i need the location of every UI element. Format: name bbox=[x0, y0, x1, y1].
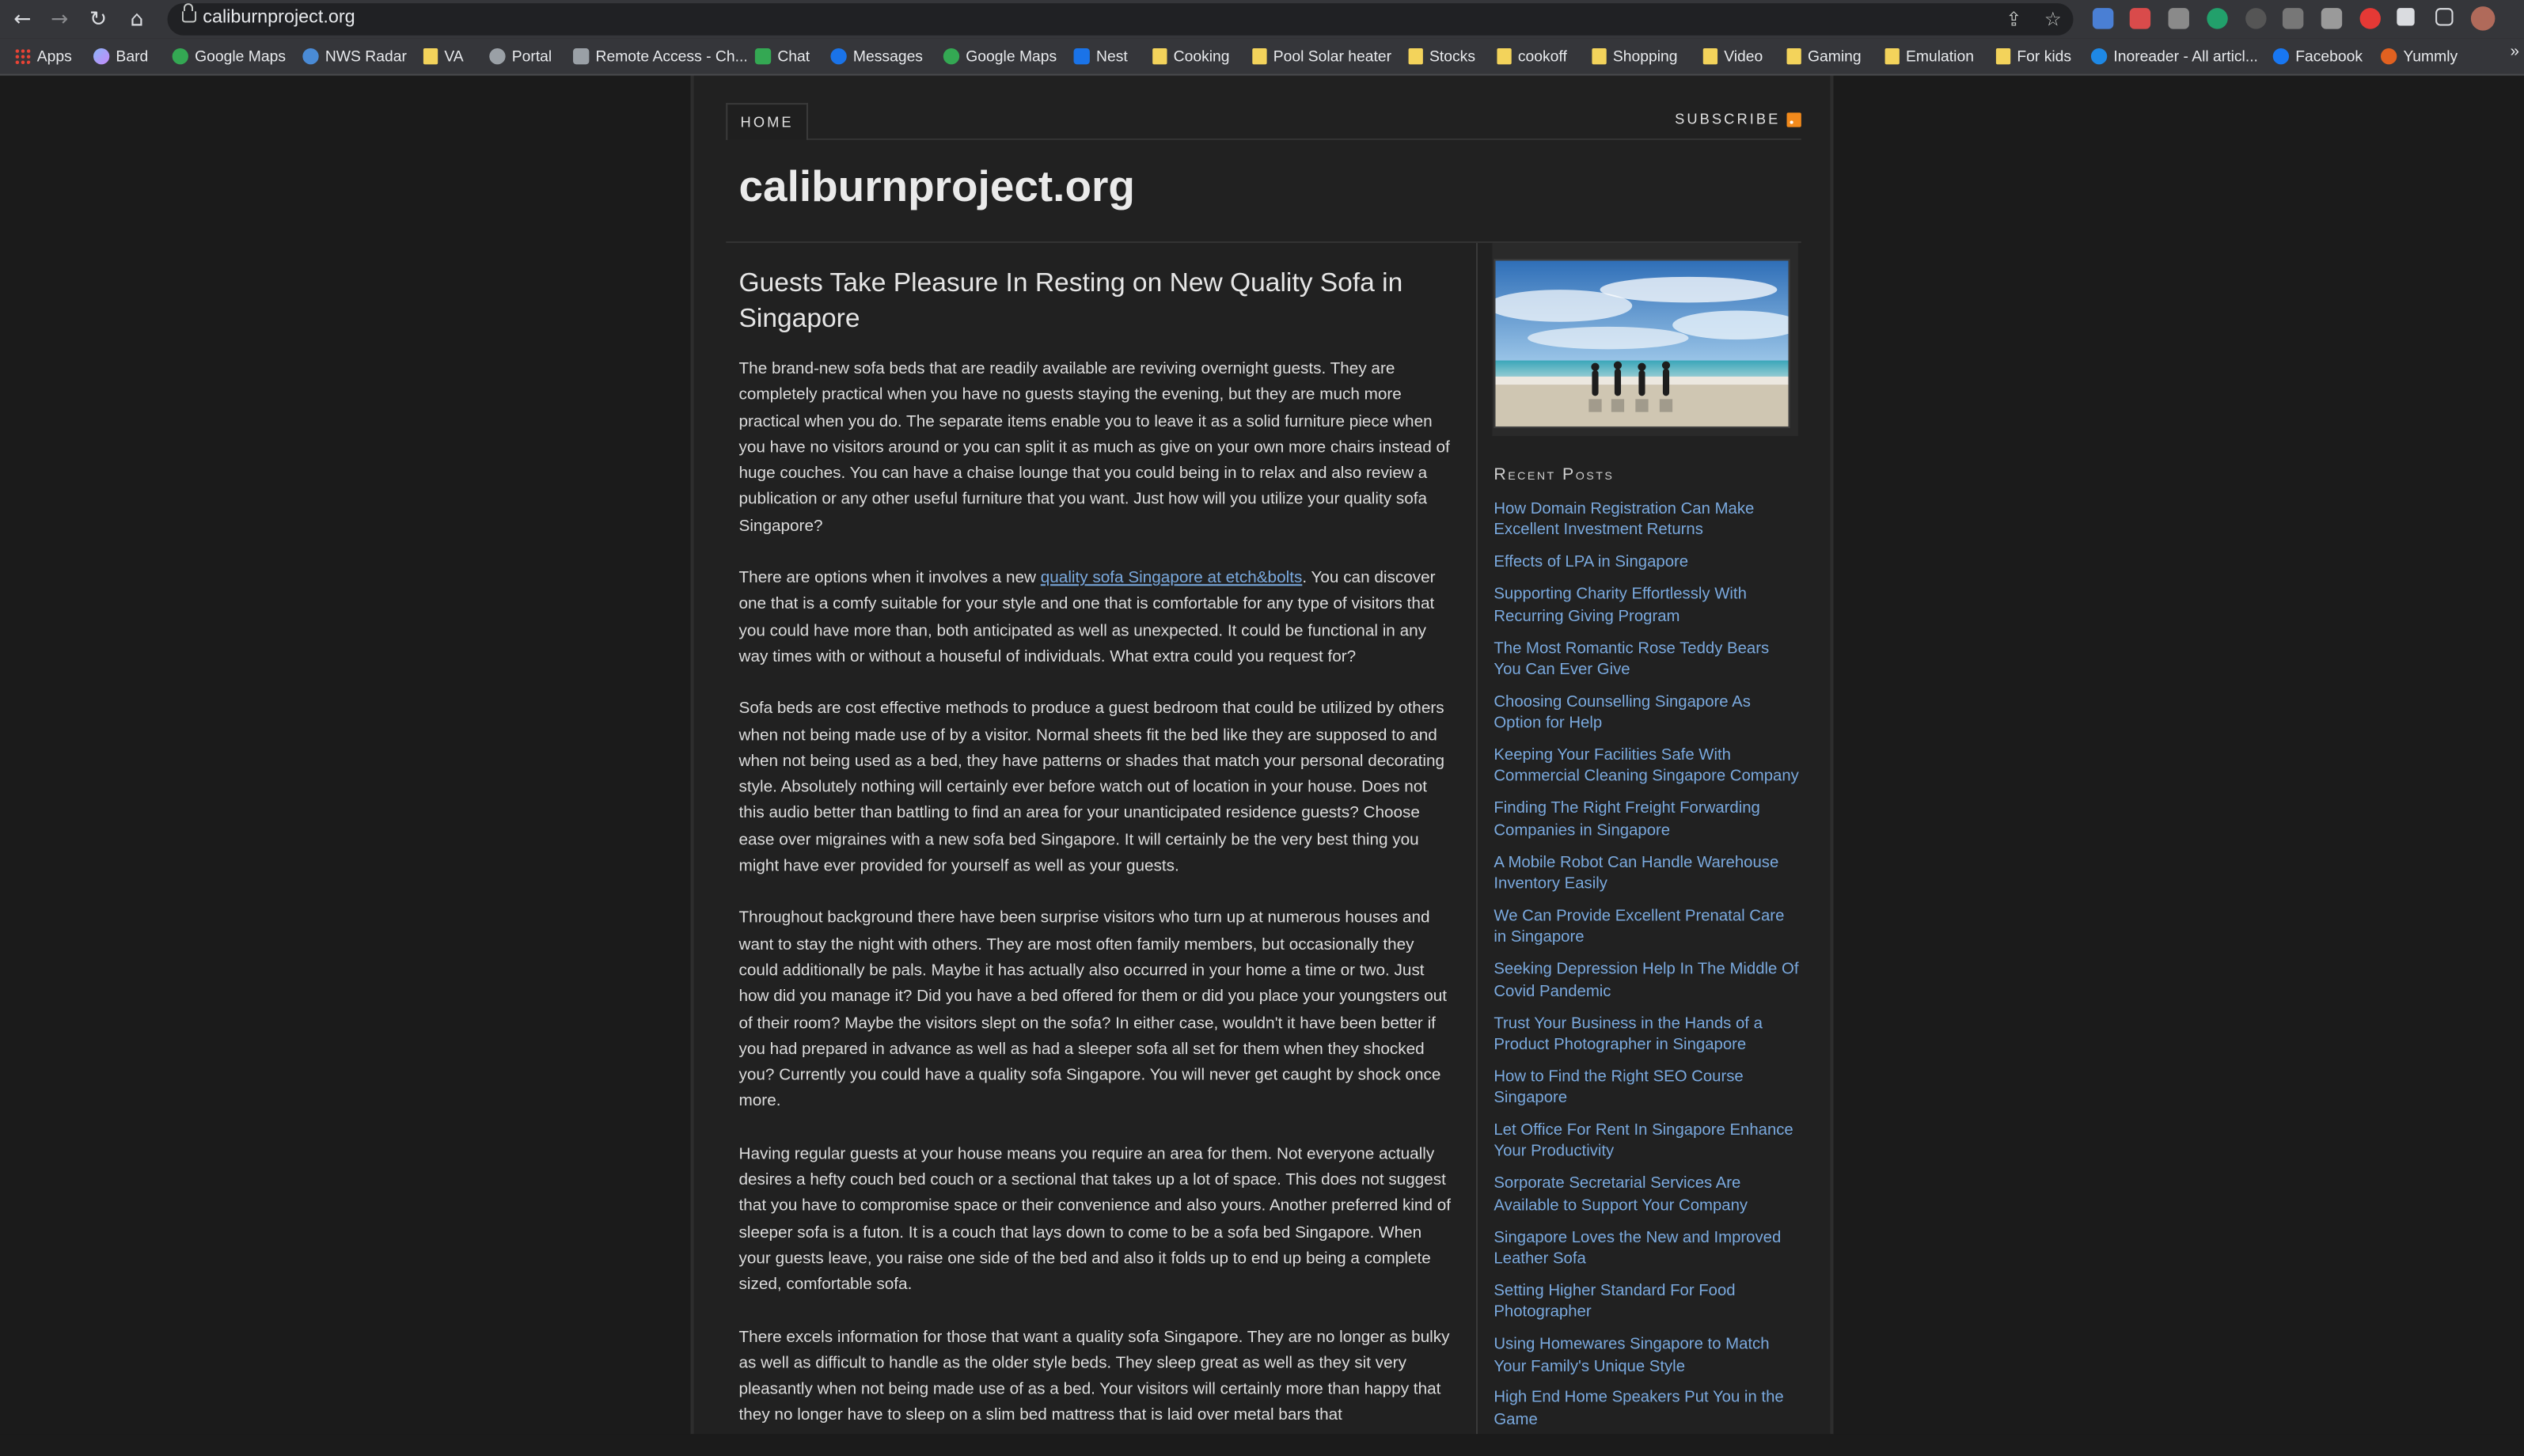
share-icon[interactable]: ⇪ bbox=[2006, 8, 2022, 31]
rss-icon bbox=[1787, 112, 1801, 126]
recent-posts-heading: Recent Posts bbox=[1494, 464, 1615, 485]
bookmark-messages[interactable]: Messages bbox=[830, 45, 923, 67]
recent-post-link[interactable]: High End Home Speakers Put You in the Game bbox=[1494, 1390, 1784, 1429]
recent-post-link[interactable]: A Mobile Robot Can Handle Warehouse Inventory Easily bbox=[1494, 854, 1779, 893]
subscribe-label: SUBSCRIBE bbox=[1675, 111, 1781, 127]
folder-icon bbox=[423, 48, 438, 64]
remote-icon bbox=[573, 48, 589, 64]
bookmark-google-maps[interactable]: Google Maps bbox=[173, 45, 286, 67]
recent-post-link[interactable]: Finding The Right Freight Forwarding Companies in Singapore bbox=[1494, 800, 1760, 840]
bookmark-folder-emulation[interactable]: Emulation bbox=[1885, 45, 1974, 67]
folder-icon bbox=[1497, 48, 1511, 64]
recent-post-link[interactable]: Trust Your Business in the Hands of a Product Photographer in Singapore bbox=[1494, 1014, 1763, 1054]
quality-sofa-link[interactable]: quality sofa Singapore at etch&bolts bbox=[1040, 570, 1303, 588]
nws-icon bbox=[302, 48, 318, 64]
address-bar[interactable] bbox=[168, 3, 2074, 36]
column-divider bbox=[1476, 243, 1478, 1434]
recent-post-link[interactable]: Setting Higher Standard For Food Photographer bbox=[1494, 1282, 1736, 1322]
bookmark-folder-stocks[interactable]: Stocks bbox=[1409, 45, 1475, 67]
bookmark-portal[interactable]: Portal bbox=[489, 45, 552, 67]
chat-icon bbox=[755, 48, 771, 64]
extension-icon[interactable] bbox=[2245, 8, 2266, 28]
post-title: Guests Take Pleasure In Resting on New Quality Sofa in Singapore bbox=[738, 268, 1403, 333]
site-nav bbox=[726, 103, 1801, 140]
forward-arrow-icon[interactable]: → bbox=[51, 7, 69, 32]
bookmark-facebook[interactable]: Facebook bbox=[2273, 45, 2363, 67]
recent-post-link[interactable]: The Most Romantic Rose Teddy Bears You Can Ever Give bbox=[1494, 639, 1770, 679]
bookmarks-overflow-button[interactable]: » bbox=[2510, 43, 2519, 62]
translate-extension-icon[interactable] bbox=[2093, 8, 2113, 28]
bookmark-yummly[interactable]: Yummly bbox=[2381, 45, 2458, 67]
bookmark-nws-radar[interactable]: NWS Radar bbox=[302, 45, 407, 67]
bookmark-folder-video[interactable]: Video bbox=[1703, 45, 1763, 67]
inoreader-icon bbox=[2091, 48, 2107, 64]
recent-post-link[interactable]: Singapore Loves the New and Improved Leather Sofa bbox=[1494, 1229, 1782, 1268]
recent-post-link[interactable]: Seeking Depression Help In The Middle Of Covid Pandemic bbox=[1494, 961, 1799, 1001]
bookmark-apps[interactable]: Apps bbox=[14, 45, 72, 67]
subscribe-link[interactable] bbox=[1675, 111, 1801, 127]
bookmark-folder-cookoff[interactable]: cookoff bbox=[1497, 45, 1566, 67]
post-paragraph: The brand-new sofa beds that are readily available are reviving overnight guests. They are completely practical when you have no guests staying the evening, but they are much more practical when you do. The separate items enable you to leave it as a solid furniture piece when you have no visitors around or you can split it as much as give on your own more chairs instead of huge couches. You can have a chaise lounge that you could being in to relax and also review a publication or any other useful furniture that you want. Just how will you utilize your quality sofa Singapore? bbox=[738, 360, 1450, 536]
lock-icon bbox=[182, 11, 196, 22]
side-panel-icon[interactable] bbox=[2435, 8, 2453, 25]
post-paragraph: Throughout background there have been surprise visitors who turn up at numerous houses and want to stay the night with others. They are most often family members, but occasionally they could additionally be pals. Maybe it has actually also occurred in your home a time or two. Just how did you manage it? Did you have a bed offered for them or did you place your youngsters out of their room? Maybe the visitors slept on the sofa? In either case, wouldn't it have been better if you had prepared in advance as well as had a sleeper sofa all set for them when they shocked you? Currently you could have a quality sofa Singapore. You will never get caught by shock once more. bbox=[738, 909, 1448, 1112]
bookmark-folder-for-kids[interactable]: For kids bbox=[1996, 45, 2071, 67]
browser-toolbar bbox=[0, 0, 2524, 39]
extension-icon[interactable] bbox=[2169, 8, 2189, 28]
puzzle-extensions-icon[interactable] bbox=[2397, 8, 2414, 25]
messages-icon bbox=[830, 48, 846, 64]
extension-icon[interactable] bbox=[2360, 8, 2381, 28]
extension-icon[interactable] bbox=[2321, 8, 2342, 28]
folder-icon bbox=[1252, 48, 1266, 64]
recent-post-link[interactable]: Effects of LPA in Singapore bbox=[1494, 554, 1689, 572]
bookmarks-bar bbox=[0, 39, 2524, 76]
recent-post-link[interactable]: Using Homewares Singapore to Match Your Family's Unique Style bbox=[1494, 1336, 1770, 1375]
extension-icon[interactable] bbox=[2130, 8, 2150, 28]
bookmark-google-maps-2[interactable]: Google Maps bbox=[943, 45, 1057, 67]
bookmark-folder-gaming[interactable]: Gaming bbox=[1787, 45, 1862, 67]
back-arrow-icon[interactable]: ← bbox=[13, 7, 32, 32]
bookmark-inoreader[interactable]: Inoreader - All articl... bbox=[2091, 45, 2258, 67]
folder-icon bbox=[1885, 48, 1900, 64]
home-icon[interactable]: ⌂ bbox=[130, 7, 144, 32]
bookmark-folder-shopping[interactable]: Shopping bbox=[1592, 45, 1677, 67]
post-paragraph: Having regular guests at your house means you require an area for them. Not everyone actually desires a hefty couch bed couch or a sectional that takes up a lot of space. This does not suggest that you have to compromise space or their convenience and also yours. Another preferred kind of sleeper sofa is a futon. It is a couch that lays down to come to be a sofa bed Singapore. When your guests leave, you raise one side of the bed and also it folds up to end up being a complete sized, comfortable sofa. bbox=[738, 1145, 1452, 1295]
bookmark-nest[interactable]: Nest bbox=[1074, 45, 1128, 67]
bookmark-folder-pool-solar[interactable]: Pool Solar heater bbox=[1252, 45, 1391, 67]
site-container bbox=[691, 76, 1834, 1435]
extension-icon[interactable] bbox=[2207, 8, 2227, 28]
sidebar-image-frame bbox=[1492, 243, 1797, 436]
recent-post-link[interactable]: Supporting Charity Effortlessly With Recurring Giving Program bbox=[1494, 586, 1747, 626]
web-page bbox=[0, 76, 2524, 1435]
bookmark-folder-cooking[interactable]: Cooking bbox=[1152, 45, 1229, 67]
bookmark-chat[interactable]: Chat bbox=[755, 45, 810, 67]
folder-icon bbox=[1703, 48, 1717, 64]
folder-icon bbox=[1787, 48, 1801, 64]
bookmark-va[interactable]: VA bbox=[423, 45, 464, 67]
recent-post-link[interactable]: Let Office For Rent In Singapore Enhance Your Productivity bbox=[1494, 1121, 1793, 1162]
recent-post-link[interactable]: Choosing Counselling Singapore As Option for Help bbox=[1494, 693, 1751, 733]
bookmark-bard[interactable]: Bard bbox=[93, 45, 148, 67]
bookmark-star-icon[interactable]: ☆ bbox=[2044, 8, 2062, 31]
post-paragraph: There are options when it involves a new quality sofa Singapore at etch&bolts. You can discover one that is a comfy suitable for your style and one that is comfortable for any type of visitors that you could have more than, both anticipated as well as unexpected. It could be functional in any way times with or without a houseful of individuals. What extra could you request for? bbox=[738, 570, 1436, 666]
folder-icon bbox=[1152, 48, 1167, 64]
facebook-icon bbox=[2273, 48, 2289, 64]
beach-runners-image bbox=[1494, 259, 1790, 428]
recent-post-link[interactable]: We Can Provide Excellent Prenatal Care in Singapore bbox=[1494, 907, 1785, 947]
nav-home-link[interactable]: HOME bbox=[726, 103, 808, 140]
post-paragraph: Sofa beds are cost effective methods to produce a guest bedroom that could be utilized by others when not being made use of by a visitor. Normal sheets fit the bed like they are supposed to and when not being used as a bed, they have patterns or shades that match your personal decorating style. Absolutely nothing will certainly ever before watch out of location in your house. Does not this audio better than battling to find an area for your unanticipated residence guests? Choose ease over migraines with a new sofa bed Singapore. It will certainly be the very best thing you might have ever provided for yourself as well as your guests. bbox=[738, 700, 1445, 876]
globe-icon bbox=[489, 48, 505, 64]
bard-icon bbox=[93, 48, 109, 64]
bookmark-remote-access[interactable]: Remote Access - Ch... bbox=[573, 45, 748, 67]
recent-post-link[interactable]: How to Find the Right SEO Course Singapore bbox=[1494, 1068, 1744, 1108]
profile-avatar[interactable] bbox=[2471, 6, 2496, 31]
nest-icon bbox=[1074, 48, 1090, 64]
recent-post-link[interactable]: How Domain Registration Can Make Excellent Investment Returns bbox=[1494, 500, 1755, 540]
recent-post-link[interactable]: Sorporate Secretarial Services Are Available to Support Your Company bbox=[1494, 1175, 1748, 1215]
extension-icon[interactable] bbox=[2283, 8, 2303, 28]
recent-post-link[interactable]: Keeping Your Facilities Safe With Commercial Cleaning Singapore Company bbox=[1494, 746, 1799, 787]
recent-posts-list bbox=[1494, 499, 1799, 1441]
folder-icon bbox=[1409, 48, 1423, 64]
reload-icon[interactable]: ↻ bbox=[89, 7, 108, 32]
yummly-icon bbox=[2381, 48, 2397, 64]
folder-icon bbox=[1592, 48, 1606, 64]
article bbox=[739, 266, 1454, 1456]
folder-icon bbox=[1996, 48, 2010, 64]
site-title[interactable]: caliburnproject.org bbox=[738, 162, 1135, 211]
post-paragraph: There excels information for those that want a quality sofa Singapore. They are no longer as bulky as well as difficult to handle as the older style beds. They sleep great as well as they sit very pleasantly when not being made use of as a bed. Your visitors will certainly more than happy that they no longer have to sleep on a slim bed mattress that is laid over metal bars that bbox=[738, 1328, 1450, 1425]
maps-pin-icon bbox=[173, 48, 188, 64]
maps-pin-icon bbox=[943, 48, 959, 64]
url-text: caliburnproject.org bbox=[203, 8, 355, 28]
apps-grid-icon bbox=[14, 48, 30, 64]
